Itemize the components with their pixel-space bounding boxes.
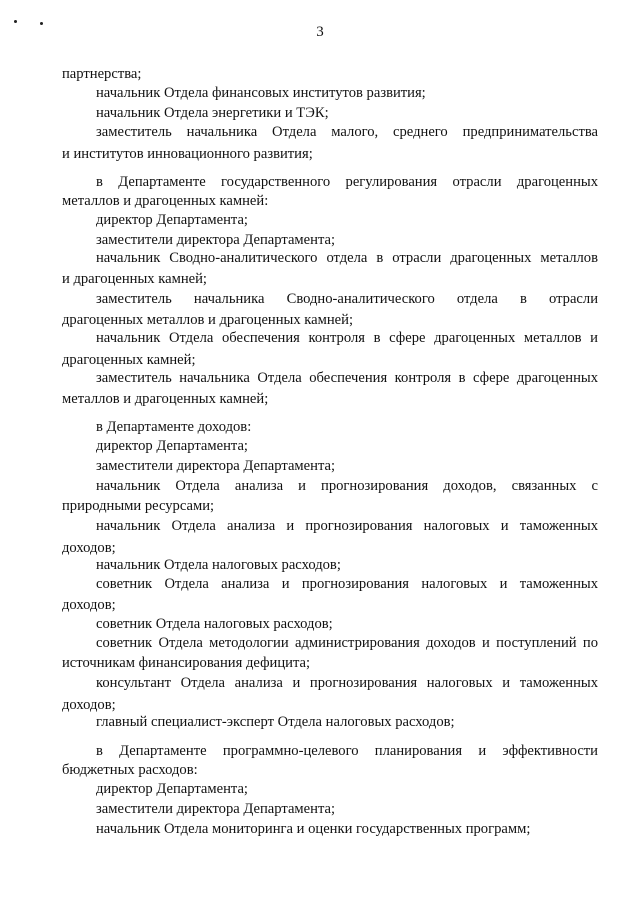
text-line: доходов; xyxy=(62,697,116,713)
text-line: начальник Отдела налоговых расходов; xyxy=(96,557,341,573)
text-line: директор Департамента; xyxy=(96,212,248,228)
text-line: советник Отдела методологии администрирования доходов и поступлений по xyxy=(96,635,598,651)
text-line: советник Отдела анализа и прогнозирования налоговых и таможенных xyxy=(96,576,598,592)
text-line: в Департаменте государственного регулирования отрасли драгоценных xyxy=(96,174,598,190)
text-line: начальник Сводно-аналитического отдела в отрасли драгоценных металлов xyxy=(96,250,598,266)
text-line: начальник Отдела финансовых институтов развития; xyxy=(96,85,426,101)
text-line: заместитель начальника Отдела малого, среднего предпринимательства xyxy=(96,124,598,140)
text-line: в Департаменте программно-целевого планирования и эффективности xyxy=(96,743,598,759)
text-line: драгоценных камней; xyxy=(62,352,196,368)
text-line: и драгоценных камней; xyxy=(62,271,207,287)
text-line: заместитель начальника Сводно-аналитического отдела в отрасли xyxy=(96,291,598,307)
text-line: металлов и драгоценных камней: xyxy=(62,193,269,209)
text-line: заместители директора Департамента; xyxy=(96,801,336,817)
text-line: начальник Отдела мониторинга и оценки государственных программ; xyxy=(96,821,531,837)
text-line: начальник Отдела анализа и прогнозирования доходов, связанных с xyxy=(96,478,598,494)
text-line: источникам финансирования дефицита; xyxy=(62,655,311,671)
text-line: консультант Отдела анализа и прогнозирования налоговых и таможенных xyxy=(96,675,598,691)
text-line: заместители директора Департамента; xyxy=(96,458,336,474)
scan-mark-left xyxy=(14,20,17,23)
text-line: начальник Отдела энергетики и ТЭК; xyxy=(96,105,329,121)
text-line: природными ресурсами; xyxy=(62,498,215,514)
text-line: начальник Отдела анализа и прогнозирования налоговых и таможенных xyxy=(96,518,598,534)
text-line: доходов; xyxy=(62,540,116,556)
text-line: директор Департамента; xyxy=(96,781,248,797)
text-line: директор Департамента; xyxy=(96,438,248,454)
text-line: драгоценных металлов и драгоценных камней; xyxy=(62,312,354,328)
text-line: металлов и драгоценных камней; xyxy=(62,391,269,407)
text-line: главный специалист-эксперт Отдела налоговых расходов; xyxy=(96,714,455,730)
page-number: 3 xyxy=(316,24,324,40)
text-line: заместитель начальника Отдела обеспечения контроля в сфере драгоценных xyxy=(96,370,598,386)
text-line: в Департаменте доходов: xyxy=(96,419,252,435)
text-line: заместители директора Департамента; xyxy=(96,232,336,248)
text-line: начальник Отдела обеспечения контроля в сфере драгоценных металлов и xyxy=(96,330,598,346)
text-line: доходов; xyxy=(62,597,116,613)
text-line: бюджетных расходов: xyxy=(62,762,198,778)
text-line: советник Отдела налоговых расходов; xyxy=(96,616,333,632)
text-line: и институтов инновационного развития; xyxy=(62,146,313,162)
text-line: партнерства; xyxy=(62,66,142,82)
